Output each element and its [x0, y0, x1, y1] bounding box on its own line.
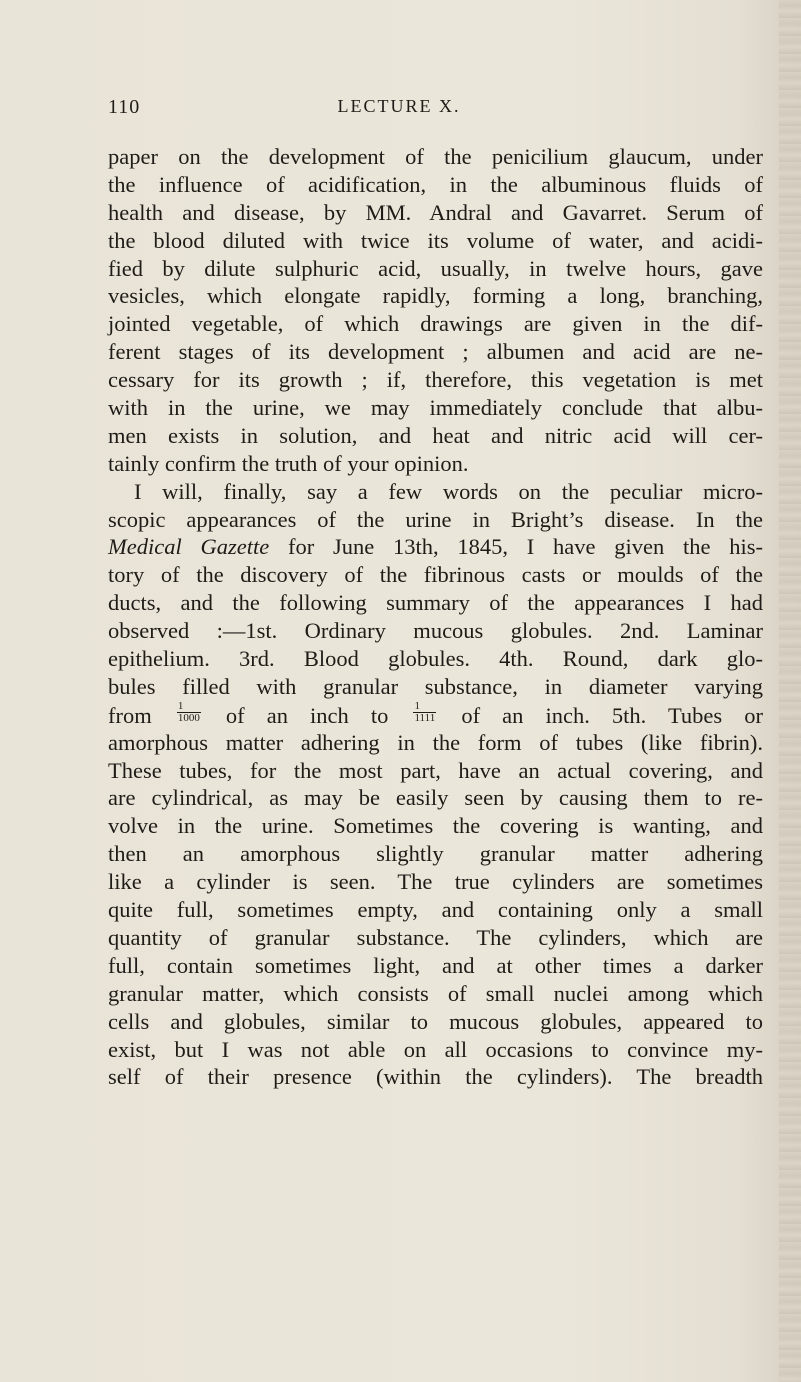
running-head: LECTURE X. [337, 96, 461, 116]
text-line: paper on the development of the penicilium glaucum, under [108, 144, 763, 169]
journal-title: Medical Gazette [108, 534, 270, 560]
text-segment: from [108, 702, 174, 728]
text-line: with in the urine, we may immediately conclude that albu- [108, 395, 763, 421]
text-line: amorphous matter adhering in the form of tubes (like fibrin). [108, 729, 763, 755]
text-line: bules filled with granular substance, in diameter varying [108, 673, 763, 699]
text-line: are cylindrical, as may be easily seen by causing them to re- [108, 785, 763, 811]
text-line: epithelium. 3rd. Blood globules. 4th. Round, dark glo- [108, 646, 763, 672]
text-line: I will, finally, say a few words on the peculiar micro- [134, 478, 763, 504]
fraction [413, 701, 436, 724]
text-line: the influence of acidification, in the albuminous fluids of [108, 171, 763, 197]
text-line: self of their presence (within the cylinders). The breadth [108, 1064, 763, 1090]
text-line: tainly confirm the truth of your opinion. [108, 450, 469, 476]
page-header [108, 96, 690, 126]
text-segment: for June 13th, 1845, I have given the his- [269, 534, 764, 560]
text-line: cessary for its growth ; if, therefore, this vegetation is met [108, 367, 763, 393]
text-line: exist, but I was not able on all occasions to convince my- [108, 1036, 763, 1062]
fraction-numerator: 1 [177, 701, 201, 713]
text-line: fied by dilute sulphuric acid, usually, in twelve hours, gave [108, 255, 763, 281]
text-line: health and disease, by MM. Andral and Gavarret. Serum of [108, 199, 763, 225]
text-segment: of an inch. 5th. Tubes or [439, 702, 764, 728]
fraction-denominator: 1000 [177, 711, 200, 724]
text-line: ducts, and the following summary of the appearances I had [108, 590, 763, 616]
text-line: then an amorphous slightly granular matter adhering [108, 841, 763, 867]
page-number: 110 [108, 96, 141, 118]
text-line: vesicles, which elongate rapidly, forming a long, branching, [108, 283, 763, 309]
body-text [108, 143, 763, 1091]
text-line: quite full, sometimes empty, and containing only a small [108, 897, 763, 923]
text-line: ferent stages of its development ; albumen and acid are ne- [108, 339, 763, 365]
text-line [108, 533, 763, 561]
text-line: the blood diluted with twice its volume of water, and acidi- [108, 227, 763, 253]
text-line: jointed vegetable, of which drawings are given in the dif- [108, 311, 763, 337]
text-line: cells and globules, similar to mucous globules, appeared to [108, 1008, 763, 1034]
fraction-numerator: 1 [413, 701, 436, 713]
text-line: granular matter, which consists of small nuclei among which [108, 980, 763, 1006]
text-line: These tubes, for the most part, have an actual covering, and [108, 757, 763, 783]
text-line: tory of the discovery of the fibrinous casts or moulds of the [108, 562, 763, 588]
text-line: like a cylinder is seen. The true cylinders are sometimes [108, 869, 763, 895]
fraction [177, 701, 201, 724]
text-line: scopic appearances of the urine in Bright’s disease. In the [108, 506, 763, 532]
text-line: volve in the urine. Sometimes the covering is wanting, and [108, 813, 763, 839]
text-segment: of an inch to [203, 702, 411, 728]
text-line: observed :—1st. Ordinary mucous globules. 2nd. Laminar [108, 618, 763, 644]
text-line: full, contain sometimes light, and at other times a darker [108, 952, 763, 978]
page-edge-shadow [779, 0, 801, 1382]
fraction-denominator: 1111 [414, 711, 436, 724]
text-line: men exists in solution, and heat and nitric acid will cer- [108, 422, 763, 448]
text-line [108, 701, 763, 729]
text-line: quantity of granular substance. The cylinders, which are [108, 924, 763, 950]
